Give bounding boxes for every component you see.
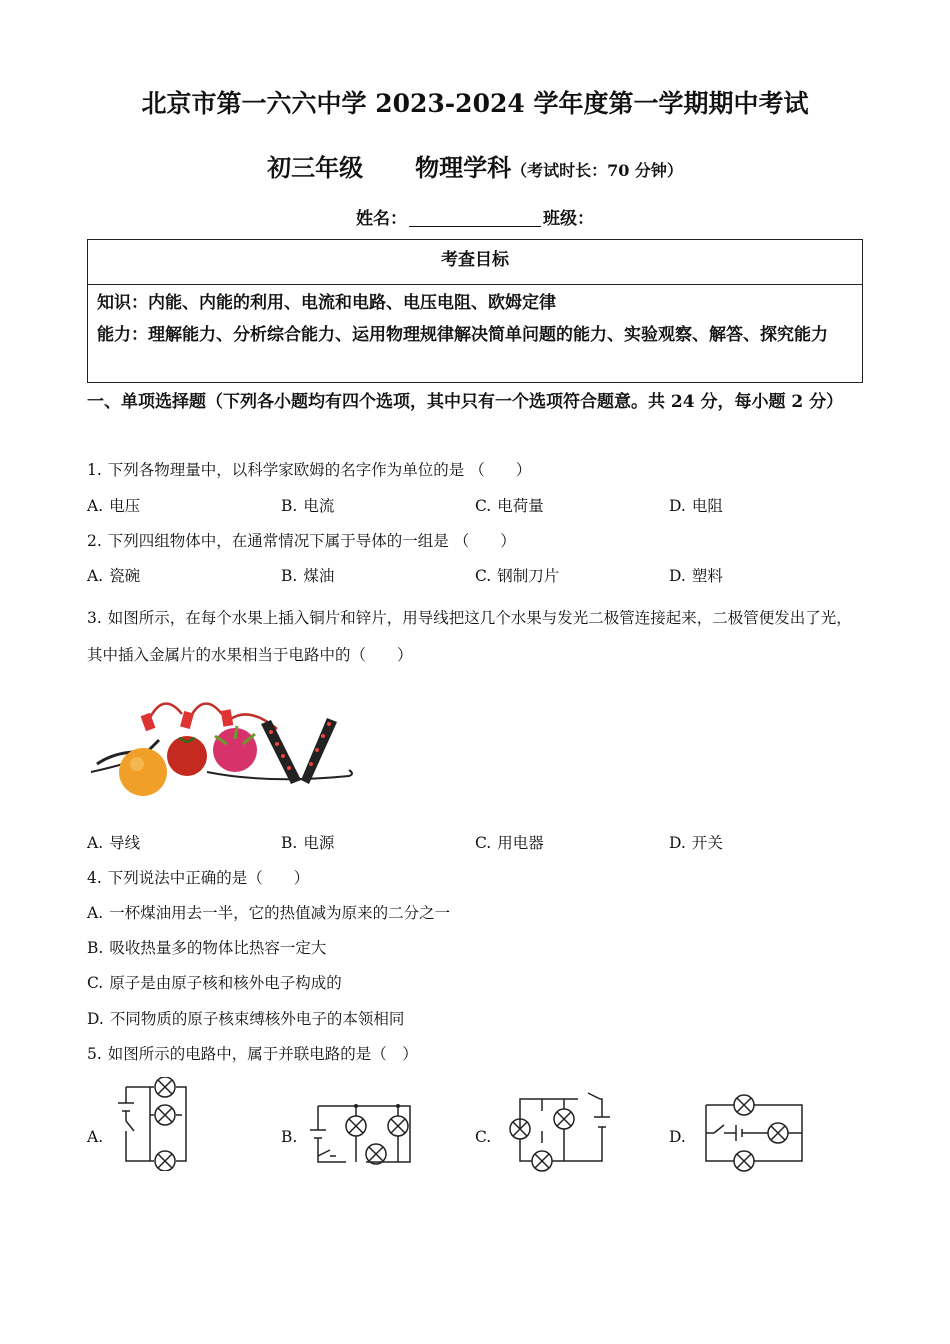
q3-option-c[interactable] bbox=[475, 832, 544, 854]
q5-option-b-label[interactable]: B. bbox=[281, 1128, 298, 1146]
option-text: 电流 bbox=[303, 497, 335, 515]
q1-option-c[interactable] bbox=[475, 495, 544, 517]
option-letter: B. bbox=[281, 567, 298, 585]
question-text: 如图所示的电路中，属于并联电路的是（ ） bbox=[107, 1045, 418, 1063]
question-text: 下列各物理量中，以科学家欧姆的名字作为单位的是 （ ） bbox=[107, 461, 532, 479]
question-5 bbox=[87, 1043, 418, 1065]
q5-option-d-label[interactable]: D. bbox=[669, 1128, 686, 1146]
circuit-c bbox=[502, 1083, 620, 1175]
objectives-heading: 考查目标 bbox=[88, 240, 862, 285]
question-4 bbox=[87, 867, 309, 889]
option-text: 钢制刀片 bbox=[497, 567, 560, 585]
option-letter: A. bbox=[87, 834, 104, 852]
q1-option-a[interactable] bbox=[87, 495, 140, 517]
question-2 bbox=[87, 530, 516, 552]
option-letter: C. bbox=[475, 497, 492, 515]
option-text: 电荷量 bbox=[497, 497, 544, 515]
option-letter: C. bbox=[475, 834, 492, 852]
circuit-b bbox=[306, 1090, 418, 1170]
exam-title: 北京市第一六六中学 2023-2024 学年度第一学期期中考试 bbox=[141, 89, 809, 118]
objectives-knowledge: 知识：内能、内能的利用、电流和电路、电压电阻、欧姆定律 bbox=[97, 293, 556, 313]
option-letter: C. bbox=[475, 567, 492, 585]
option-text: 开关 bbox=[691, 834, 723, 852]
q3-option-d[interactable] bbox=[669, 832, 723, 854]
option-letter: C. bbox=[87, 974, 104, 992]
question-number: 4. bbox=[87, 869, 102, 887]
q4-option-c[interactable] bbox=[87, 972, 342, 994]
q1-option-d[interactable] bbox=[669, 495, 723, 517]
option-letter: A. bbox=[87, 904, 104, 922]
question-number: 2. bbox=[87, 532, 102, 550]
option-text: 用电器 bbox=[497, 834, 544, 852]
option-text: 原子是由原子核和核外电子构成的 bbox=[109, 974, 342, 992]
option-letter: D. bbox=[669, 497, 686, 515]
option-letter: A. bbox=[87, 567, 104, 585]
q3-option-b[interactable] bbox=[281, 832, 334, 854]
option-letter: D. bbox=[669, 834, 686, 852]
q3-option-a[interactable] bbox=[87, 832, 140, 854]
objectives-box bbox=[87, 239, 863, 383]
question-text: 下列四组物体中，在通常情况下属于导体的一组是 （ ） bbox=[107, 532, 516, 550]
q4-option-a[interactable] bbox=[87, 902, 450, 924]
option-text: 电压 bbox=[109, 497, 141, 515]
duration-label: （考试时长：70 分钟） bbox=[511, 161, 683, 180]
question-number: 3. bbox=[87, 609, 102, 627]
option-letter: D. bbox=[87, 1010, 104, 1028]
q5-option-a-label[interactable]: A. bbox=[87, 1128, 104, 1146]
q4-option-b[interactable] bbox=[87, 937, 326, 959]
option-letter: B. bbox=[281, 497, 298, 515]
option-text: 瓷碗 bbox=[109, 567, 141, 585]
option-letter: A. bbox=[87, 497, 104, 515]
option-text: 不同物质的原子核束缚核外电子的本领相同 bbox=[109, 1010, 405, 1028]
option-letter: B. bbox=[87, 939, 104, 957]
question-text: 下列说法中正确的是（ ） bbox=[107, 869, 310, 887]
circuit-a bbox=[112, 1077, 196, 1171]
class-label: 班级： bbox=[543, 209, 594, 229]
question-number: 5. bbox=[87, 1045, 102, 1063]
option-text: 塑料 bbox=[691, 567, 723, 585]
subtitle-row bbox=[0, 148, 950, 183]
fruit-battery-image bbox=[87, 684, 357, 802]
name-blank[interactable] bbox=[409, 209, 541, 227]
name-label: 姓名： bbox=[356, 209, 407, 229]
q2-option-d[interactable] bbox=[669, 565, 723, 587]
grade-label: 初三年级 bbox=[267, 153, 364, 182]
question-3 bbox=[87, 600, 865, 674]
option-text: 电源 bbox=[303, 834, 335, 852]
q1-option-b[interactable] bbox=[281, 495, 334, 517]
question-number: 1. bbox=[87, 461, 102, 479]
option-text: 煤油 bbox=[303, 567, 335, 585]
option-text: 一杯煤油用去一半，它的热值减为原来的二分之一 bbox=[109, 904, 451, 922]
q2-option-b[interactable] bbox=[281, 565, 334, 587]
question-text: 如图所示，在每个水果上插入铜片和锌片，用导线把这几个水果与发光二极管连接起来，二极管便发出了光，其中插入金属片的水果相当于电路中的（ ） bbox=[87, 609, 852, 664]
option-text: 吸收热量多的物体比热容一定大 bbox=[109, 939, 327, 957]
option-text: 电阻 bbox=[691, 497, 723, 515]
objectives-ability: 能力：理解能力、分析综合能力、运用物理规律解决简单问题的能力、实验观察、解答、探究能力 bbox=[97, 325, 828, 345]
question-1 bbox=[87, 459, 531, 481]
name-class-row bbox=[0, 204, 950, 229]
q4-option-d[interactable] bbox=[87, 1008, 404, 1030]
q2-option-a[interactable] bbox=[87, 565, 140, 587]
section-heading: 一、单项选择题（下列各小题均有四个选项，其中只有一个选项符合题意。共 24 分，每小题 2 分） bbox=[87, 392, 844, 412]
circuit-d bbox=[700, 1093, 810, 1173]
q2-option-c[interactable] bbox=[475, 565, 559, 587]
option-letter: B. bbox=[281, 834, 298, 852]
subject-label: 物理学科 bbox=[415, 153, 512, 182]
option-letter: D. bbox=[669, 567, 686, 585]
q5-option-c-label[interactable]: C. bbox=[475, 1128, 492, 1146]
option-text: 导线 bbox=[109, 834, 141, 852]
